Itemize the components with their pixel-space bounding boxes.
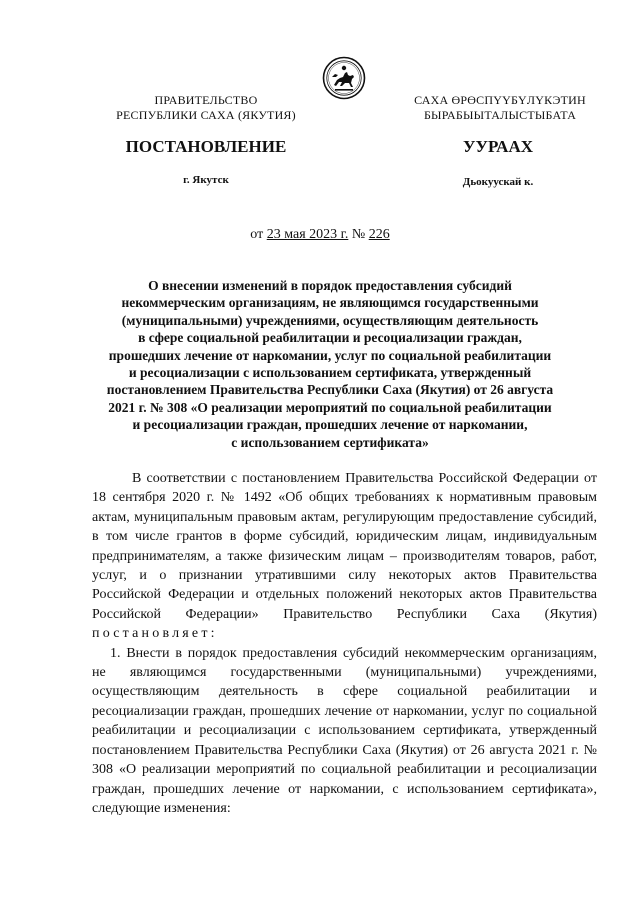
document-number: 226 [368,227,390,242]
government-name-ru-line1: ПРАВИТЕЛЬСТВО [154,93,258,107]
title-line: прошедших лечение от наркомании, услуг по социальной реабилитации [108,347,552,363]
title-line: некоммерческим организациям, не являющимся государственными [121,295,539,311]
doc-type-ru: ПОСТАНОВЛЕНИЕ [125,137,287,156]
item-1-paragraph: 1. Внести в порядок предоставления субсидий некоммерческим организациям, не являющимся государственными (муниципальными) учреждениями, осуществляющим деятельность в сфере социальной реабилитации и ресоциализации граждан, прошедших лечение от наркомании, услуг по социальной реабилитации и ресоциализации с использованием сертификата, утвержденный постановлением Правительства Республики Саха (Якутия) от 26 августа 2021 г. № 308 «О реализации мероприятий по социальной реабилитации и ресоциализации граждан, прошедших лечение от наркомании, с использованием сертификата», следующие изменения: [92,645,597,816]
title-line: постановлением Правительства Республики Саха (Якутия) от 26 августа [106,382,554,398]
doc-type-sakha: УУРААХ [463,137,533,156]
title-line: и ресоциализации граждан, прошедших лечение от наркомании, [132,417,528,433]
date-number-line [0,227,640,243]
title-line: 2021 г. № 308 «О реализации мероприятий по социальной реабилитации [108,399,552,415]
preamble-text: В соответствии с постановлением Правительства Российской Федерации от 18 сентября 2020 г. № 1492 «Об общих требованиях к нормативным правовым актам, муниципальным правовым актам, регулирующим предоставление субсидий, в том числе грантов в форме субсидий, юридическим лицам, индивидуальным предпринимателям, а также физическим лицам – производителям товаров, работ, услуг, и о признании утратившими силу некоторых актов Правительства Российской Федерации и отдельных положений некоторых актов Правительства Российской Федерации» Правительство Республики Саха (Якутия) [92,471,597,622]
number-prefix: № [351,227,366,242]
document-body [92,469,597,818]
title-line: с использованием сертификата» [231,434,429,450]
government-name-ru [96,93,316,123]
date-prefix: от [250,227,264,242]
city-ru: г. Якутск [183,174,229,186]
title-line: О внесении изменений в порядок предоставления субсидий [148,278,512,293]
title-line: (муниципальными) учреждениями, осуществляющим деятельность [121,312,539,328]
title-line: в сфере социальной реабилитации и ресоциализации граждан, [138,330,522,346]
title-line: и ресоциализации с использованием сертификата, утвержденный [128,365,532,381]
document-title [60,277,600,451]
government-name-ru-line2: РЕСПУБЛИКИ САХА (ЯКУТИЯ) [116,108,296,122]
resolves-word: постановляет: [92,626,218,642]
sakha-emblem-icon [322,56,366,100]
document-date: 23 мая 2023 г. [266,227,349,242]
city-sakha: Дьокуускай к. [462,176,534,188]
government-name-sakha [385,93,615,123]
preamble-paragraph [92,469,597,644]
government-name-sakha-line1: САХА ӨРӨСПҮҮБҮЛҮКЭТИН [414,93,586,107]
government-name-sakha-line2: БЫРАБЫЫТАЛЫСТЫБАТА [423,108,577,122]
